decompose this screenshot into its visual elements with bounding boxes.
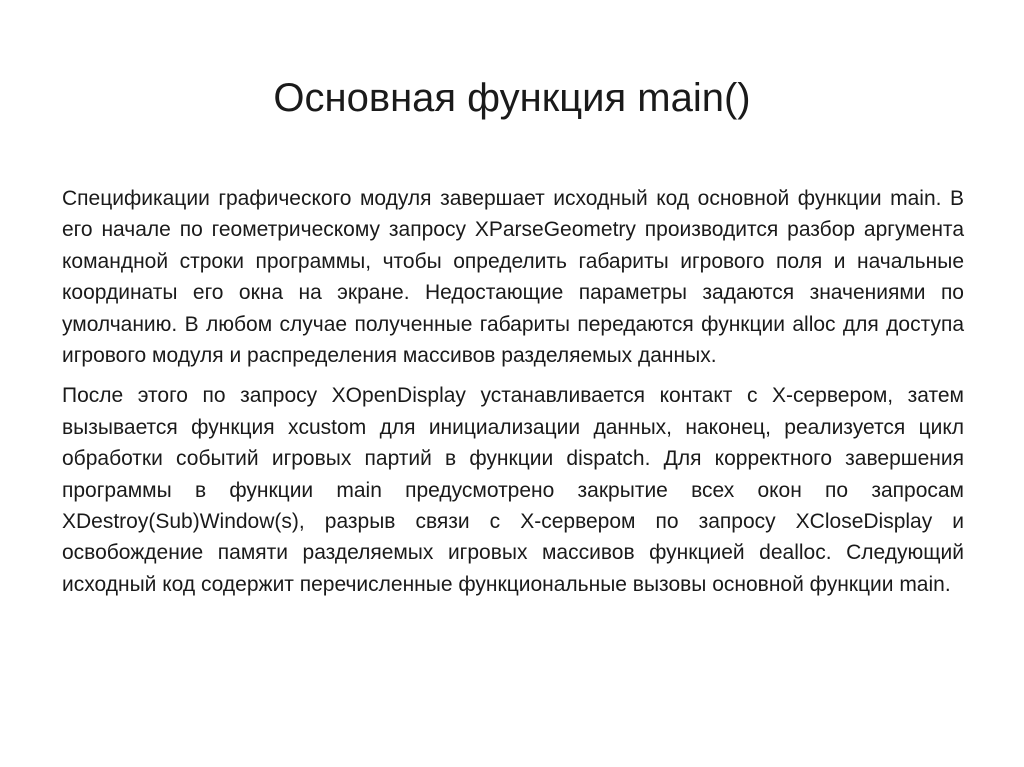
body-paragraph-1: Спецификации графического модуля завершает исходный код основной функции main. В его начале по геометрическому запросу XParseGeometry производится разбор аргумента командной строки программы, чтобы определить габариты игрового поля и начальные координаты его окна на экране. Недостающие параметры задаются значениями по умолчанию. В любом случае полученные габариты передаются функции alloc для доступа игрового модуля и распределения массивов разделяемых данных. <box>62 187 964 368</box>
slide-title: Основная функция main() <box>273 76 751 120</box>
body-paragraph-2: После этого по запросу XOpenDisplay устанавливается контакт с X-сервером, затем вызывается функция xcustom для инициализации данных, наконец, реализуется цикл обработки событий игровых партий в функции dispatch. Для корректного завершения программы в функции main предусмотрено закрытие всех окон по запросам XDestroy(Sub)Window(s), разрыв связи с X-сервером по запросу XCloseDisplay и освобождение памяти разделяемых игровых массивов функцией dealloc. Следующий исходный код содержит перечисленные функциональные вызовы основной функции main. <box>62 384 964 596</box>
slide-body <box>62 183 964 600</box>
